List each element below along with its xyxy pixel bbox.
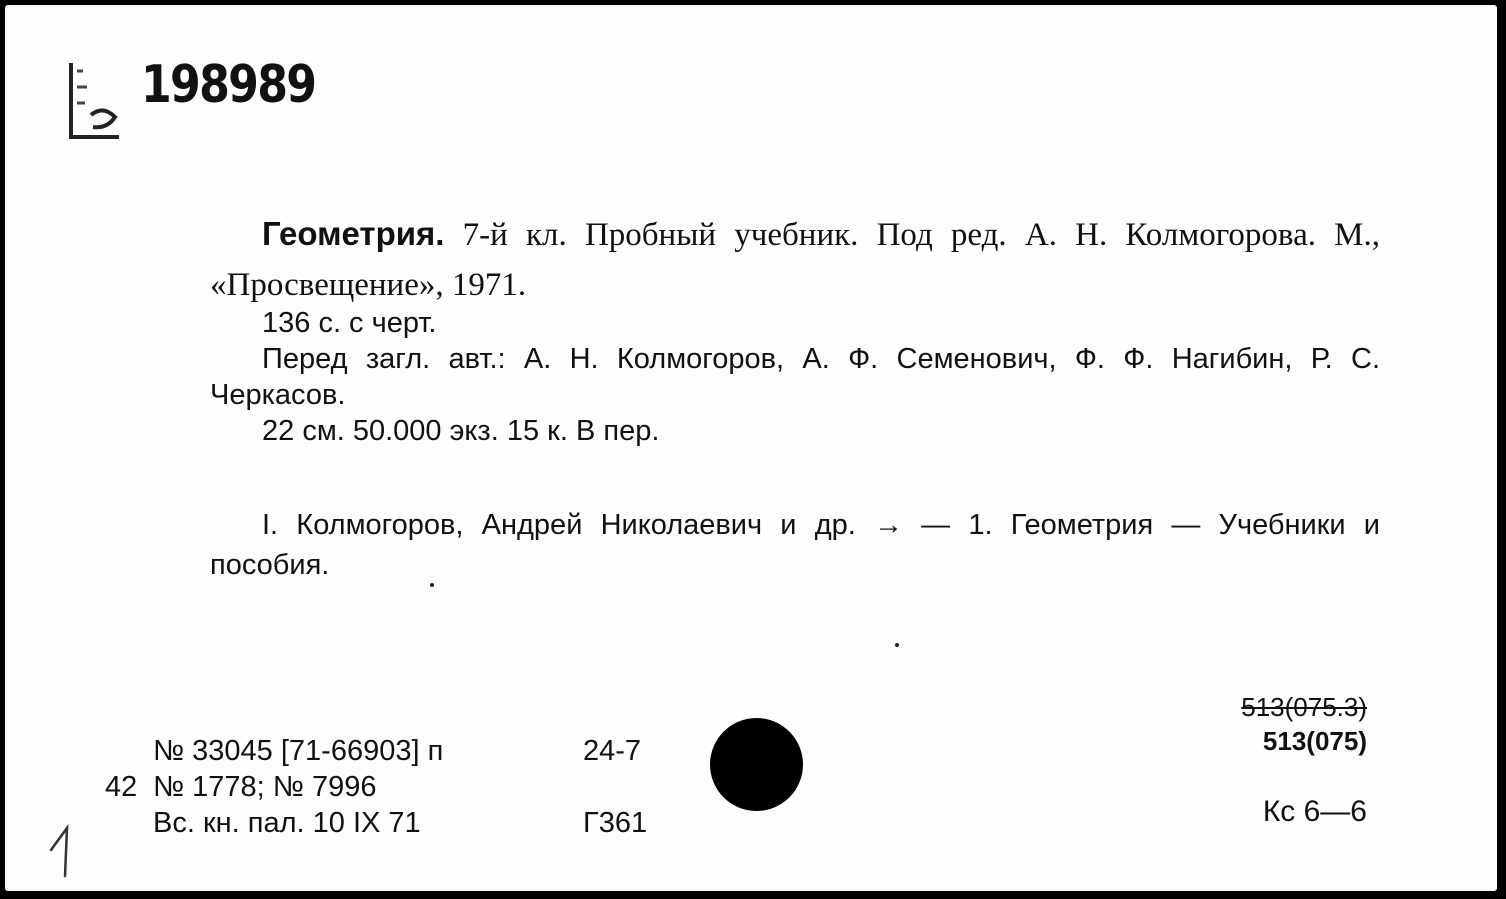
pencil-note-icon: [45, 820, 85, 880]
description-block: [210, 305, 1380, 449]
imprint-row: [105, 733, 647, 769]
imprint-cell: № 33045 [71-66903] п: [153, 735, 444, 767]
title-statement: [210, 209, 1380, 310]
imprint-row: [105, 805, 647, 841]
imprint-cell: Вс. кн. пал. 10 IX 71: [153, 807, 421, 839]
imprint-cell: [105, 733, 153, 769]
speck: [895, 643, 899, 647]
imprint-cell: 42: [105, 771, 138, 803]
tracings-text: I. Колмогоров, Андрей Николаевич и др. → — 1. Геометрия — Учебники и пособия.: [210, 509, 1380, 581]
udc-old: 513(075.3): [1241, 692, 1367, 722]
imprint-cell: Г361: [583, 807, 648, 839]
authors-line: Перед загл. авт.: А. Н. Колмогоров, А. Ф. Семенович, Ф. Ф. Нагибин, Р. С. Черкасов.: [210, 343, 1380, 411]
title-details: 7-й кл. Пробный учебник. Под ред. А. Н. Колмогорова. М., «Просвещение», 1971.: [210, 217, 1380, 303]
pages-line: 136 с. с черт.: [262, 307, 437, 339]
udc-new: 513(075): [1262, 726, 1367, 756]
imprint-cell: № 1778; № 7996: [153, 771, 377, 803]
catalog-card: [5, 5, 1497, 891]
imprint-cell: 24-7: [583, 735, 642, 767]
imprint-row: [105, 769, 647, 805]
udc-block: [1241, 690, 1367, 758]
physical-line: 22 см. 50.000 экз. 15 к. В пер.: [262, 415, 660, 447]
book-title: Геометрия.: [262, 215, 445, 252]
imprint-cell: [105, 805, 153, 841]
imprint-block: [105, 733, 647, 841]
speck: [430, 583, 434, 587]
punch-hole: [710, 718, 803, 811]
inventory-number: 198989: [141, 55, 316, 115]
kc-code: Кс 6—6: [1262, 795, 1367, 828]
tracings: [210, 505, 1380, 585]
library-stamp-icon: [63, 57, 125, 143]
